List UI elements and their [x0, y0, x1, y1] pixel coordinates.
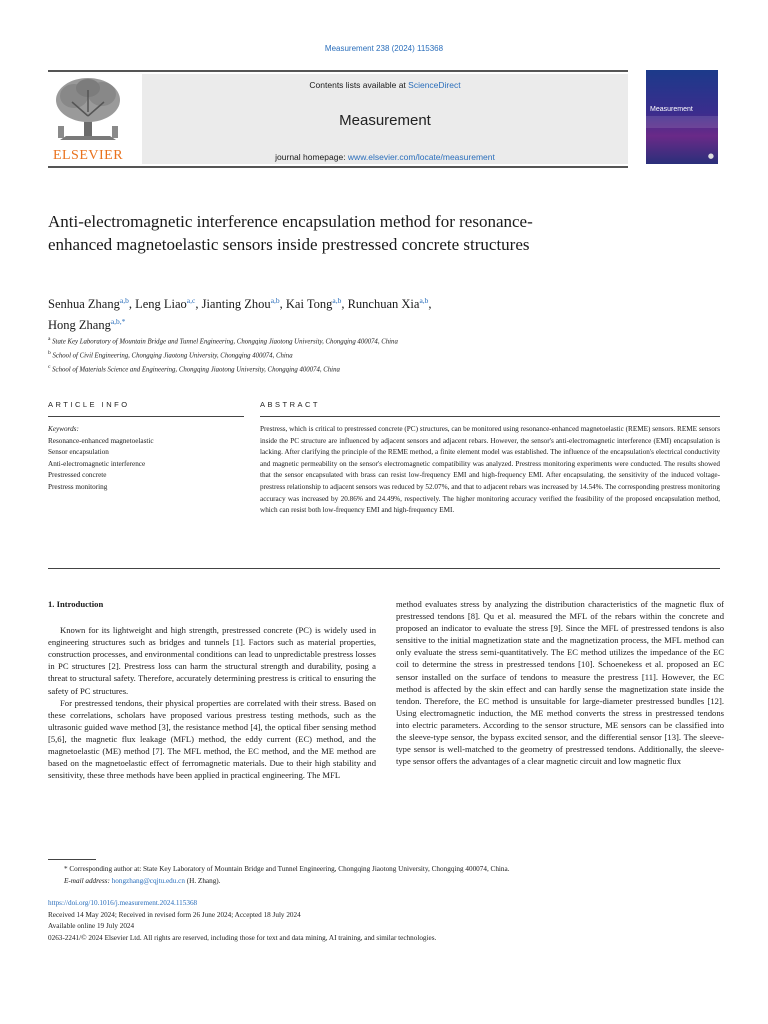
body-paragraph: method evaluates stress by analyzing the distribution characteristics of the magnetic flux of prestressed tendons [8]. Qu et al. measured the MFL of the rebars within the concrete and proposed an indicator to evaluate the stress [9]. Since the MFL of prestressed tendons is also sensitive to the initial magnetization state and the magnetization process, the MFL method can only evaluate the stress semi-quantitatively. The EC method utilizes the impedance of the EC coil to determine the stress in prestressed tendons [10]. Schoenekess et al. proposed an EC sensor installed on the surface of tendons to measure the prestress [11]. However, the EC method is affected by the skin effect and can hardly sense the magnetization state inside the tendon. Therefore, the EC method is unsuitable for large-diameter prestressed bundles [12]. Using electromagnetic induction, the ME method converts the stress in prestressed tendons into electric parameters. According to the sensor structure, ME sensors can be classified into the sleeve-type sensor, the bypass excited sensor, and the differential sensor [13]. The sleeve-type sensor is well-matched to the geometry of prestressed tendons. Additionally, the sleeve-type sensor offers the advantages of a clear magnetic circuit and low magnetic flux: [396, 599, 724, 767]
body-column-right: [396, 598, 724, 767]
author-separator: ,: [428, 297, 432, 312]
author-name[interactable]: Senhua Zhang: [48, 297, 120, 312]
journal-masthead: [48, 70, 720, 168]
affiliation-text: School of Civil Engineering, Chongqing Jiaotong University, Chongqing 400074, China: [52, 352, 293, 360]
body-paragraph: Known for its lightweight and high strength, prestressed concrete (PC) is widely used in engineering structures such as bridges and tunnels [1]. Factors such as material properties, construction processes, and environmental conditions can lead to unpredictable prestress losses in PC structures [2]. Prestress loss can harm the structural strength and durability, posing a threat to structural safety. Therefore, accurately determining prestress is critical to ensuring the safety of PC structures.: [48, 625, 376, 696]
author-name[interactable]: Leng Liao: [135, 297, 187, 312]
keywords-label: Keywords:: [48, 425, 79, 433]
author-affiliation-mark[interactable]: a,b: [270, 296, 280, 305]
affiliation-text: School of Materials Science and Engineering, Chongqing Jiaotong University, Chongqing 400074, China: [52, 365, 340, 373]
abstract-text: Prestress, which is critical to prestressed concrete (PC) structures, can be monitored using resonance-enhanced magnetoelastic (REME) sensors. REME sensors inside the PC structure are influenced by adjacent sensors and adjacent rebars. However, the sensor's anti-electromagnetic interference (EMI) encapsulation is lacking. After clarifying the principle of the REME method, a finite element model was established. The influence of the encapsulation's electrical conductivity and magnetic permeability on the sensor's electromagnetic compatibility was analyzed. Prestress monitoring experiments were conducted. The results showed that the sensor encapsulated with brass can resist low-frequency EMI and high-frequency EMI. After encapsulating, the sensitivity of the induced voltage-prestress relationship to adjacent sensors was reduced by 52.07%, and that to adjacent rebars was increased by 14.54%. The corresponding prestress monitoring accuracy was increased by 20.86% and 24.49%, respectively. The higher monitoring accuracy verified the feasibility of the proposed encapsulation method, which can resist both low-frequency EMI and high-frequency EMI.: [260, 425, 720, 515]
journal-reference-link[interactable]: Measurement 238 (2024) 115368: [324, 44, 444, 53]
author-list: [48, 292, 688, 334]
available-online: Available online 19 July 2024: [48, 922, 135, 931]
cover-title: Measurement: [650, 106, 693, 113]
journal-homepage-link[interactable]: www.elsevier.com/locate/measurement: [347, 152, 495, 162]
author-separator: ,: [279, 297, 286, 312]
sciencedirect-link[interactable]: ScienceDirect: [408, 80, 461, 90]
affiliation-text: State Key Laboratory of Mountain Bridge and Tunnel Engineering, Chongqing Jiaotong University, Chongqing 400074, China: [52, 338, 398, 346]
abstract-header: ABSTRACT: [260, 400, 321, 409]
author-affiliation-mark[interactable]: a,b,*: [110, 317, 126, 327]
homepage-prefix: journal homepage:: [275, 152, 348, 162]
affiliation-mark: c: [48, 363, 51, 370]
journal-name: Measurement: [339, 112, 431, 129]
cover-band: [646, 116, 718, 128]
abstract-rule: [260, 416, 720, 417]
journal-cover-image[interactable]: [646, 70, 718, 164]
keyword-item: Prestressed concrete: [48, 471, 107, 479]
affiliation-item: [48, 334, 728, 348]
masthead-top-rule: [48, 70, 628, 72]
corresponding-author-note: * Corresponding author at: State Key Laboratory of Mountain Bridge and Tunnel Engineering, Chongqing Jiaotong University, Chongqing 400074, China.: [64, 865, 510, 873]
elsevier-wordmark: ELSEVIER: [52, 148, 124, 163]
affiliation-item: [48, 362, 728, 376]
affiliation-list: [48, 334, 728, 375]
author-affiliation-mark[interactable]: a,b: [119, 296, 129, 305]
author-separator: ,: [128, 297, 136, 312]
article-title: Anti-electromagnetic interference encapsulation method for resonance-enhanced magnetoelastic sensors inside prestressed concrete structures: [48, 212, 533, 254]
masthead-center-panel: [142, 74, 628, 164]
copyright-line: 0263-2241/© 2024 Elsevier Ltd. All rights are reserved, including those for text and data mining, AI training, and similar technologies.: [48, 933, 437, 942]
affiliation-mark: b: [48, 349, 51, 356]
article-info-rule: [48, 416, 244, 417]
keyword-item: Sensor encapsulation: [48, 448, 109, 456]
body-column-left: [48, 598, 376, 781]
email-suffix: (H. Zhang).: [184, 876, 221, 885]
footnotes: [48, 864, 738, 887]
affiliation-mark: a: [48, 336, 51, 342]
contents-prefix: Contents lists available at: [309, 80, 409, 90]
keywords-block: [48, 424, 238, 493]
publication-info: [48, 898, 738, 944]
cover-logo-icon: ●: [707, 152, 714, 160]
keyword-item: Resonance-enhanced magnetoelastic: [48, 436, 154, 445]
footnote-rule: [48, 859, 96, 860]
journal-homepage-line: [142, 152, 628, 162]
tree-icon: [50, 76, 126, 146]
elsevier-logo[interactable]: [48, 76, 128, 164]
received-dates: Received 14 May 2024; Received in revised form 26 June 2024; Accepted 18 July 2024: [48, 910, 301, 919]
keyword-item: Anti-electromagnetic interference: [48, 459, 146, 468]
keyword-item: Prestress monitoring: [48, 482, 108, 491]
contents-available-line: [142, 80, 628, 90]
author-affiliation-mark[interactable]: a,b: [419, 296, 429, 305]
author-separator: ,: [341, 297, 348, 312]
author-name[interactable]: Jianting Zhou: [201, 297, 271, 312]
author-affiliation-mark[interactable]: a,c: [186, 296, 196, 305]
abstract-bottom-rule: [48, 568, 720, 569]
affiliation-item: [48, 348, 728, 362]
doi-link[interactable]: https://doi.org/10.1016/j.measurement.2024.115368: [48, 899, 198, 907]
author-name[interactable]: Runchuan Xia: [347, 297, 420, 312]
author-name[interactable]: Hong Zhang: [48, 318, 111, 333]
section-title: 1. Introduction: [48, 599, 104, 609]
author-name[interactable]: Kai Tong: [285, 297, 333, 312]
email-label: E-mail address:: [64, 876, 112, 885]
email-line: [48, 876, 738, 888]
email-link[interactable]: hongzhang@cqjtu.edu.cn: [111, 876, 185, 885]
author-separator: ,: [195, 297, 202, 312]
body-paragraph: For prestressed tendons, their physical properties are correlated with their stress. Based on these correlations, scholars have proposed various prestress testing methods, such as the ultrasonic guided wave method [3], the resistance method [4], the optical fiber sensing method [5,6], the magnetic flux leakage (MFL) method, the eddy current (EC) method, and the magnetoelastic (ME) method [7]. The MFL method, the EC method, and the ME method are based on the magnetoelastic effect of ferromagnetic materials. Due to their high stability and sensitivity, these three methods have been applied in practical engineering. The MFL: [48, 697, 376, 781]
masthead-bottom-rule: [48, 166, 628, 168]
article-info-header: ARTICLE INFO: [48, 400, 130, 409]
author-affiliation-mark[interactable]: a,b: [332, 296, 342, 305]
